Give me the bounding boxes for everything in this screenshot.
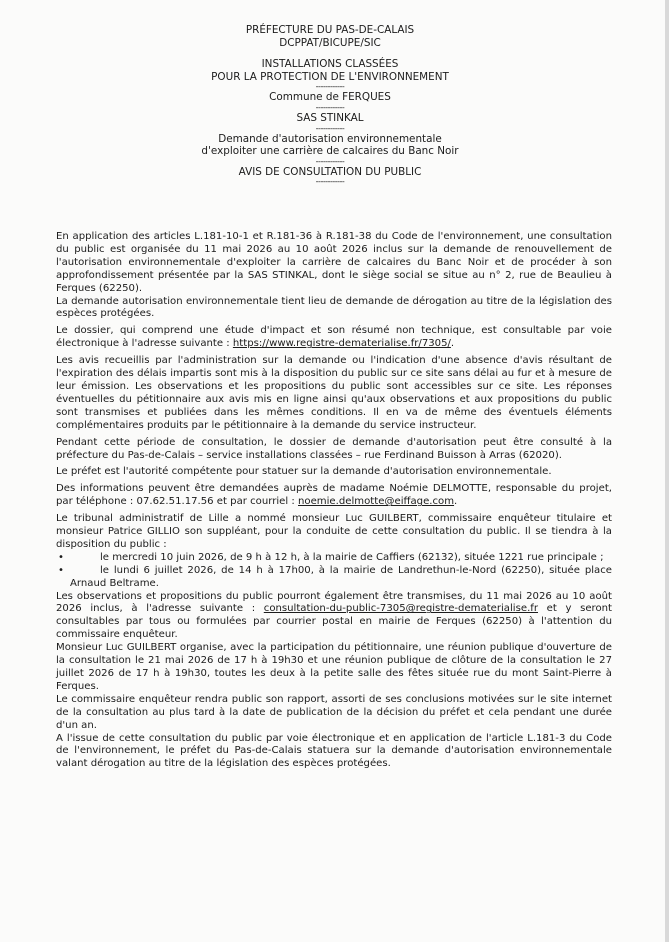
paragraph-meetings: Monsieur Luc GUILBERT organise, avec la participation du pétitionnaire, une réunion publique d'ouverture de la consultation le 21 mai 2026 de 17 h à 19h30 et une réunion publique de clôture de la consultation le 27 juillet 2026 de 17 h à 19h30, toutes les deux à la petite salle des fêtes située rue du mont Saint-Pierre à Ferques. [56, 642, 612, 692]
paragraph-derogation: La demande autorisation environnementale tient lieu de demande de dérogation au titre de la législation des espèces protégées. [56, 295, 612, 320]
paragraph-text: Des informations peuvent être demandées auprès de madame Noémie DELMOTTE, responsable du projet, par téléphone : 07.62.51.17.56 et par courriel : [56, 483, 612, 508]
submission-email-link[interactable]: consultation-du-public-7305@registre-dematerialise.fr [263, 603, 538, 615]
paragraph-commissioner: Le tribunal administratif de Lille a nommé monsieur Luc GUILBERT, commissaire enquêteur titulaire et monsieur Patrice GILLIO son suppléant, pour la conduite de cette consultation du public. Il se tiendra à la disposition du public : [56, 513, 612, 550]
prefecture-title: PRÉFECTURE DU PAS-DE-CALAIS [245, 24, 415, 36]
notice-header [150, 24, 510, 186]
section-title-2: POUR LA PROTECTION DE L'ENVIRONNEMENT [211, 70, 449, 83]
paragraph-submissions [56, 591, 612, 643]
paragraph-dossier: Le dossier, qui comprend une étude d'impact et son résumé non technique, est consultable par voie électronique à l'adresse suivante : https://www.registre-dematerialise.fr/7305/. [56, 325, 612, 350]
bullet-icon: • [58, 564, 64, 576]
paragraph-opinions: Les avis recueillis par l'administration sur la demande ou l'indication d'une absence d'avis résultant de l'expiration des délais impartis sont mis à la disposition du public sur ce site sans délai au fur et à mesure de leur émission. Les observations et les propositions du public sont accessibles sur ce site. Les réponses éventuelles du pétitionnaire aux avis mis en ligne ainsi qu'aux observations et aux propositions du public sont transmises et publiées dans les mêmes conditions. Il en va de même des éventuels éléments complémentaires produits par le pétitionnaire à la demande du service instructeur. [56, 355, 612, 431]
list-item-text: le lundi 6 juillet 2026, de 14 h à 17h00, à la mairie de Landrethun-le-Nord (62250), située place Arnaud Beltrame. [70, 564, 612, 589]
paragraph-authority: Le préfet est l'autorité compétente pour statuer sur la demande d'autorisation environnementale. [56, 466, 552, 478]
list-item [56, 552, 612, 565]
notice-title: AVIS DE CONSULTATION DU PUBLIC [238, 165, 422, 178]
commune-name: Commune de FERQUES [269, 91, 391, 104]
paragraph-consultation-place: Pendant cette période de consultation, le dossier de demande d'autorisation peut être consulté à la préfecture du Pas-de-Calais – service installations classées – rue Ferdinand Buisson à Arras (62020). [56, 436, 612, 461]
subject-line-2: d'exploiter une carrière de calcaires du Banc Noir [201, 145, 459, 158]
service-code: DCPPAT/BICUPE/SIC [279, 36, 381, 49]
list-item-text: le mercredi 10 juin 2026, de 9 h à 12 h, à la mairie de Caffiers (62132), située 1221 rue principale ; [100, 551, 604, 563]
page-edge [665, 0, 669, 942]
company-name: SAS STINKAL [296, 111, 364, 124]
paragraph-information: Des informations peuvent être demandées auprès de madame Noémie DELMOTTE, responsable du projet, par téléphone : 07.62.51.17.56 et par courriel : noemie.delmotte@eiffage.com. [56, 483, 612, 508]
paragraph-application: En application des articles L.181-10-1 et R.181-36 à R.181-38 du Code de l'environnement, une consultation du public est organisée du 11 mai 2026 au 10 août 2026 inclus sur la demande de renouvellement de l'autorisation environnementale d'exploiter la carrière de calcaires du Banc Noir et de procéder à son approfondissement présentée par la SAS STINKAL, dont le siège social se situe au n° 2, rue de Beaulieu à Ferques (62250). [56, 231, 612, 294]
separator: ------------ [315, 123, 345, 133]
bullet-icon: • [58, 551, 64, 563]
paragraph-text: Le dossier, qui comprend une étude d'impact et son résumé non technique, est consultable par voie électronique à l'adresse suivante : [56, 325, 612, 350]
notice-body [56, 231, 612, 771]
section-title-1: INSTALLATIONS CLASSÉES [261, 58, 399, 71]
list-item [56, 565, 612, 591]
registry-link[interactable]: https://www.registre-dematerialise.fr/7305/ [232, 338, 451, 350]
separator: ------------ [315, 177, 345, 187]
subject-line-1: Demande d'autorisation environnementale [218, 132, 442, 145]
separator: ------------ [315, 82, 345, 92]
paragraph-report: Le commissaire enquêteur rendra public son rapport, assorti de ses conclusions motivées sur le site internet de la consultation au plus tard à la date de publication de la décision du préfet et cela pendant une durée d'un an. [56, 693, 612, 731]
paragraph-decision: A l'issue de cette consultation du public par voie électronique et en application de l'article L.181-3 du Code de l'environnement, le préfet du Pas-de-Calais statuera sur la demande d'autorisation environnementale valant dérogation au titre de la législation des espèces protégées. [56, 732, 612, 770]
separator: ------------ [315, 156, 345, 166]
separator: ------------ [315, 102, 345, 112]
paragraph-text: Les observations et propositions du public pourront également être transmises, du 11 mai 2026 au 10 août 2026 inclus, à l'adresse suivante : [56, 590, 612, 615]
paragraph-text: et y seront consultables par tous ou formulées par courrier postal en mairie de Ferques (62250) à l'attention du commissaire enquêteur. [56, 603, 612, 641]
email-link[interactable]: noemie.delmotte@eiffage.com [298, 496, 455, 508]
